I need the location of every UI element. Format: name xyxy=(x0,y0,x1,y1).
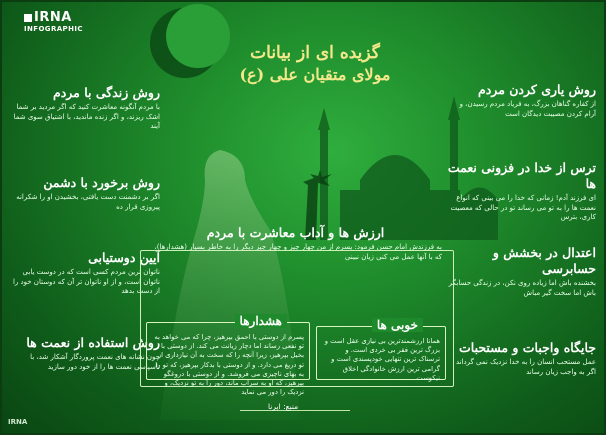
page-title: گزیده ای از بیانات xyxy=(250,43,380,63)
goods-box xyxy=(316,318,446,382)
section-text: ای فرزند آدم! زمانی که خدا را می بینی که انواع نعمت ها را به تو می رساند تو در حالی که معصیت کاری، بترس xyxy=(450,194,596,221)
footer-logo: IRNA xyxy=(8,418,28,426)
right-section-3 xyxy=(446,245,596,298)
right-section-1 xyxy=(446,82,596,119)
left-section-3 xyxy=(10,250,160,297)
logo-sub: INFOGRAPHIC xyxy=(24,25,83,33)
section-text: ناتوان ترین مردم کسی است که در دوست یابی ناتوان است، و از او ناتوان تر آن که دوستان خود را از دست بدهد xyxy=(12,268,160,295)
center-intro: به فرزندش امام حسن فرمود: پسرم از من چهار چیز و چهار چیز دیگر را به خاطر بسپار (هشدارها)، که با آنها عمل می کنی زیان نبینی xyxy=(154,243,442,261)
section-heading: ترس از خدا در فزونی نعمت ها xyxy=(447,160,596,191)
section-text: از کفاره گناهان بزرگ، به فریاد مردم رسیدن، و آرام کردن مصیبت دیدگان است xyxy=(459,100,596,118)
warnings-label: هشدارها xyxy=(235,314,287,328)
warnings-box xyxy=(146,314,310,397)
page-subtitle: مولای متقیان علی (ع) xyxy=(239,65,391,84)
section-heading: اعتدال در بخشش و حسابرسی xyxy=(492,245,596,276)
left-section-2 xyxy=(10,175,160,212)
right-section-2 xyxy=(446,160,596,223)
section-heading: روش استفاده از نعمت ها xyxy=(26,335,160,350)
crescent-moon-cutout xyxy=(166,4,230,68)
section-text: با مردم آنگونه معاشرت کنید که اگر مردید بر شما اشک ریزند، و اگر زنده ماندید، با اشتیاق سوی شما آیند xyxy=(13,103,160,130)
section-text: بخشنده باش اما زیاده روی نکن، در زندگی حسابگر باش اما سخت گیر مباش xyxy=(448,279,596,297)
irna-logo xyxy=(24,10,94,44)
section-heading: روش برخورد با دشمن xyxy=(43,175,160,190)
warnings-text: پسرم از دوستی با احمق بپرهیز، چرا که می خواهد به تو نفعی رساند اما دچار زیانت می کند. از دوستی با بخیل بپرهیز، زیرا آنچه را که سخت به آن نیازداری از تو دریغ می دارد. و از دوستی با بدکار بپرهیز، که تو را به بهای ناچیزی می فروشد. و از دوستی با دروغگو بپرهیز، که او به سراب ماند، دور را به تو نزدیک، و نزدیک را دور می نماید xyxy=(154,333,304,397)
section-text: چون نشانه های نعمت پروردگار آشکار شد، با ناسپاسی نعمت ها را از خود دور سازید xyxy=(30,353,160,371)
section-text: اگر بر دشمنت دست یافتی، بخشیدن او را شکرانه پیروزی قرار ده xyxy=(16,193,160,211)
right-section-4 xyxy=(446,340,596,377)
section-text: عمل مستحب انسان را به خدا نزدیک نمی گرداند اگر به واجب زیان رساند xyxy=(455,358,596,376)
title-block xyxy=(225,42,405,86)
logo-brand: IRNA xyxy=(34,10,72,25)
section-heading: جایگاه واجبات و مستحبات xyxy=(459,340,596,355)
source-credit: منبع: ایرنا xyxy=(268,402,299,411)
section-heading: آیین دوستیابی xyxy=(88,250,160,265)
left-section-4 xyxy=(10,335,160,372)
section-heading: روش زندگی با مردم xyxy=(52,85,160,100)
logo-square-icon xyxy=(24,14,32,22)
goods-text: همانا ارزشمندترین بی نیازی عقل است و بزرگ ترین فقر بی خردی است. و ترسناک ترین تنهایی خودپسندی است و گرامی ترین ارزش خانوادگی اخلاق نیکوست xyxy=(324,337,440,382)
section-heading: روش یاری کردن مردم xyxy=(478,82,596,97)
goods-label: خوبی ها xyxy=(372,318,423,332)
center-heading: ارزش ها و آداب معاشرت با مردم xyxy=(206,225,385,240)
left-section-1 xyxy=(10,85,160,132)
